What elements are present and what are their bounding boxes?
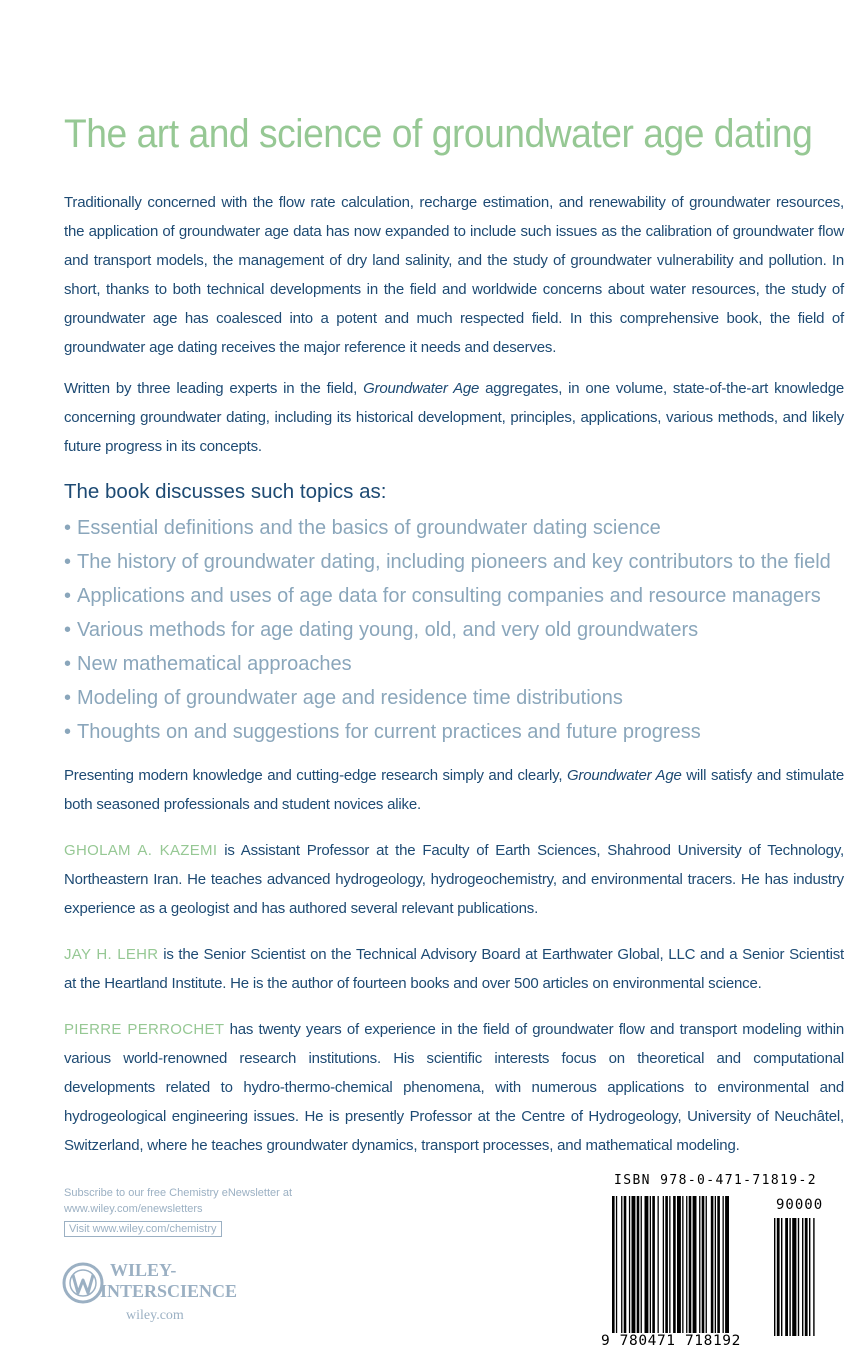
barcode-bar bbox=[777, 1218, 780, 1336]
topics-heading: The book discusses such topics as: bbox=[64, 480, 387, 503]
barcode-bar bbox=[715, 1196, 716, 1336]
barcode-bar bbox=[798, 1218, 799, 1336]
topic-item bbox=[64, 681, 854, 715]
author-bio-text: has twenty years of experience in the field of groundwater flow and transport modeling within various world-renowned research institutions. His scientific interests focus on theoretical and computational developments related to hydro-thermo-chemical phenomena, with numerous applications to environmental and hydrogeological engineering issues. He is presently Professor at the Centre of Hydrogeology, University of Neuchâtel, Switzerland, where he teaches groundwater dynamics, transport processes, and mathematical modeling. bbox=[64, 1021, 844, 1154]
topic-text: Thoughts on and suggestions for current practices and future progress bbox=[77, 721, 701, 743]
author-bio-kazemi bbox=[64, 836, 844, 923]
author-bio-lehr bbox=[64, 940, 844, 998]
price-code: 90000 bbox=[776, 1197, 824, 1213]
barcode-bar bbox=[658, 1196, 659, 1336]
barcode-bar bbox=[702, 1196, 705, 1336]
barcode-bar bbox=[616, 1196, 617, 1336]
barcode-bar bbox=[621, 1196, 622, 1336]
topic-item bbox=[64, 715, 854, 749]
written-text-after: aggregates, in one volume, state-of-the-art knowledge concerning groundwater dating, including its historical development, principles, applications, various methods, and likely future progress in its concepts. bbox=[64, 380, 845, 455]
topic-text: Applications and uses of age data for consulting companies and resource managers bbox=[77, 585, 821, 607]
isbn-text: ISBN 978-0-471-71819-2 bbox=[614, 1173, 817, 1188]
barcode-bar bbox=[641, 1196, 642, 1336]
barcode-bar bbox=[682, 1196, 683, 1336]
barcode-number: 9 780471 718192 bbox=[601, 1333, 741, 1349]
topic-item bbox=[64, 511, 854, 545]
wiley-interscience-logo bbox=[62, 1258, 282, 1330]
barcode-bar bbox=[725, 1196, 729, 1336]
written-paragraph bbox=[64, 374, 844, 461]
barcode-bar bbox=[624, 1196, 627, 1336]
barcode-bar bbox=[645, 1196, 649, 1336]
author-name: GHOLAM A. KAZEMI bbox=[64, 842, 218, 859]
logo-wordmark-top: WILEY- bbox=[110, 1260, 177, 1280]
book-title-italic: Groundwater Age bbox=[363, 380, 480, 397]
barcode-bar bbox=[805, 1218, 808, 1336]
bullet-icon: • bbox=[64, 551, 72, 573]
barcode-bar bbox=[669, 1196, 670, 1336]
topic-text: Various methods for age dating young, old, and very old groundwaters bbox=[77, 619, 699, 641]
topic-text: The history of groundwater dating, including pioneers and key contributors to the field bbox=[77, 551, 831, 573]
barcode-bar bbox=[813, 1218, 814, 1336]
topic-text: Modeling of groundwater age and residence time distributions bbox=[77, 687, 623, 709]
newsletter-info bbox=[64, 1185, 344, 1217]
barcode-bar bbox=[632, 1196, 636, 1336]
topic-text: Essential definitions and the basics of groundwater dating science bbox=[77, 517, 661, 539]
author-name: PIERRE PERROCHET bbox=[64, 1021, 225, 1038]
presenting-paragraph bbox=[64, 761, 844, 819]
barcode-bar bbox=[686, 1196, 687, 1336]
barcode-bar bbox=[706, 1196, 707, 1336]
barcode-bar bbox=[652, 1196, 655, 1336]
barcode-bar bbox=[629, 1196, 630, 1336]
topic-item bbox=[64, 613, 854, 647]
bullet-icon: • bbox=[64, 687, 72, 709]
barcode-bar bbox=[711, 1196, 714, 1336]
barcode-bar bbox=[699, 1196, 700, 1336]
barcode-bar bbox=[673, 1196, 676, 1336]
barcode-bar bbox=[802, 1218, 803, 1336]
barcode-bar bbox=[809, 1218, 810, 1336]
barcode-bar bbox=[689, 1196, 692, 1336]
barcode-bar bbox=[612, 1196, 615, 1336]
barcode-bar bbox=[789, 1218, 790, 1336]
author-name: JAY H. LEHR bbox=[64, 946, 159, 963]
barcode-bar bbox=[637, 1196, 640, 1336]
barcode-bar bbox=[663, 1196, 664, 1336]
barcode-bar bbox=[781, 1218, 782, 1336]
barcode-bar bbox=[774, 1218, 775, 1336]
visit-link-box[interactable]: Visit www.wiley.com/chemistry bbox=[64, 1221, 222, 1237]
intro-paragraph: Traditionally concerned with the flow rate calculation, recharge estimation, and renewability of groundwater resources, the application of groundwater age data has now expanded to include such issues as the calibration of groundwater flow and transport models, the management of dry land salinity, and the study of groundwater vulnerability and pollution. In short, thanks to both technical developments in the field and worldwide concerns about water resources, the study of groundwater age has coalesced into a potent and much respected field. In this comprehensive book, the field of groundwater age dating receives the major reference it needs and deserves. bbox=[64, 194, 844, 356]
presenting-text-before: Presenting modern knowledge and cutting-edge research simply and clearly, bbox=[64, 767, 567, 784]
bullet-icon: • bbox=[64, 653, 72, 675]
barcode-bars bbox=[602, 1196, 842, 1346]
barcode-bar bbox=[785, 1218, 788, 1336]
author-bio-text: is the Senior Scientist on the Technical Advisory Board at Earthwater Global, LLC and a Senior Scientist at the Heartland Institute. He is the author of fourteen books and over 500 articles on environmental science. bbox=[64, 946, 844, 992]
subscribe-text: Subscribe to our free Chemistry eNewsletter at bbox=[64, 1187, 293, 1199]
book-title-italic: Groundwater Age bbox=[566, 767, 682, 784]
presenting-text-after: will satisfy and stimulate both seasoned professionals and student novices alike. bbox=[64, 767, 844, 813]
barcode-bar bbox=[717, 1196, 720, 1336]
barcode-bar bbox=[650, 1196, 651, 1336]
author-bio-perrochet bbox=[64, 1015, 844, 1160]
cover-title: The art and science of groundwater age dating bbox=[64, 112, 813, 156]
topics-list bbox=[64, 511, 854, 749]
barcode-bar bbox=[665, 1196, 668, 1336]
logo-url[interactable]: wiley.com bbox=[126, 1308, 184, 1323]
bullet-icon: • bbox=[64, 517, 72, 539]
bullet-icon: • bbox=[64, 619, 72, 641]
barcode-bar bbox=[693, 1196, 697, 1336]
barcode-bar bbox=[792, 1218, 796, 1336]
barcode-bar bbox=[677, 1196, 681, 1336]
wiley-emblem-icon bbox=[62, 1260, 104, 1306]
topic-item bbox=[64, 579, 854, 613]
topic-item bbox=[64, 647, 854, 681]
newsletter-link[interactable]: www.wiley.com/enewsletters bbox=[64, 1203, 203, 1215]
topic-text: New mathematical approaches bbox=[77, 653, 352, 675]
barcode-bar bbox=[723, 1196, 724, 1336]
logo-wordmark-bottom: INTERSCIENCE bbox=[100, 1281, 238, 1301]
author-bio-text: is Assistant Professor at the Faculty of Earth Sciences, Shahrood University of Technology, Northeastern Iran. He teaches advanced hydrogeology, hydrogeochemistry, and environmental tracers. He has industry experience as a geologist and has authored several relevant publications. bbox=[64, 842, 844, 917]
written-text-before: Written by three leading experts in the field, bbox=[64, 380, 364, 397]
bullet-icon: • bbox=[64, 721, 72, 743]
bullet-icon: • bbox=[64, 585, 72, 607]
barcode bbox=[602, 1196, 842, 1346]
topic-item bbox=[64, 545, 854, 579]
